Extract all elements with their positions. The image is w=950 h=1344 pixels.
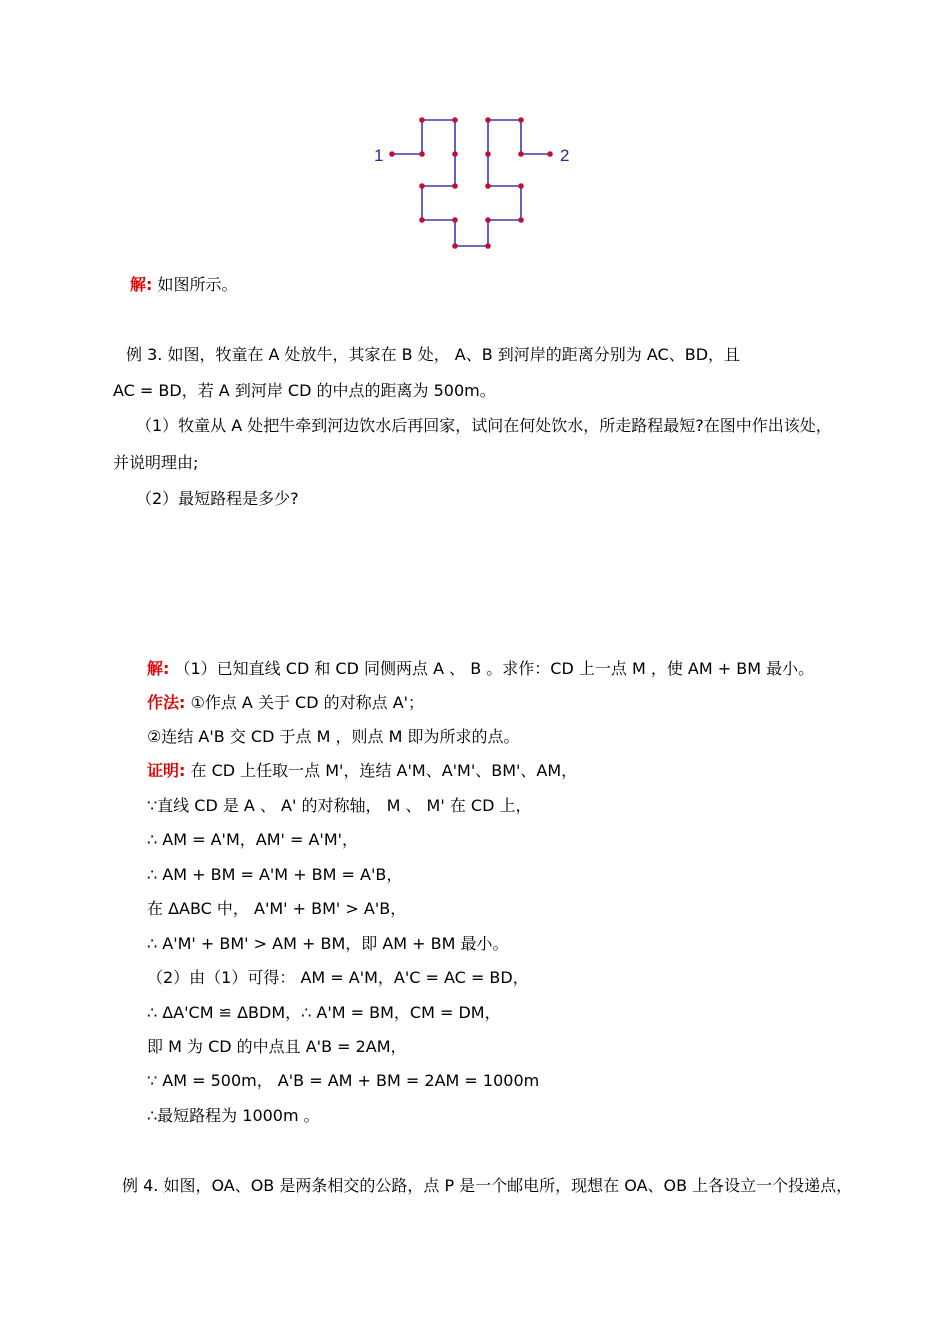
dot — [518, 217, 524, 223]
solution3-line14: ∴最短路程为 1000m 。 — [147, 1106, 320, 1125]
solution-1-line — [130, 274, 238, 296]
solution3-line1-text: （1）已知直线 CD 和 CD 同侧两点 A 、 B 。求作：CD 上一点 M ，使 AM + BM 最小。 — [174, 659, 815, 678]
dot — [419, 217, 425, 223]
solution-text: 如图所示。 — [157, 275, 238, 294]
dot — [547, 151, 553, 157]
solution3-line11: ∴ ΔA'CM ≌ ΔBDM，∴ A'M = BM，CM = DM， — [147, 1003, 501, 1022]
dot — [452, 117, 458, 123]
solution3-line10: （2）由（1）可得： AM = A'M，A'C = AC = BD， — [147, 968, 529, 987]
solution3-line2-text: ①作点 A 关于 CD 的对称点 A'； — [190, 693, 425, 712]
dot — [518, 117, 524, 123]
solution3-line12: 即 M 为 CD 的中点且 A'B = 2AM， — [147, 1037, 407, 1056]
dot — [452, 243, 458, 249]
solution3-zuofa-label: 作法: — [147, 693, 186, 712]
dot — [485, 117, 491, 123]
solution-label: 解: — [130, 275, 153, 294]
example3-question2: （2）最短路程是多少? — [136, 489, 299, 508]
dot — [452, 217, 458, 223]
solution3-line8: 在 ΔABC 中， A'M' + BM' > A'B， — [147, 899, 407, 918]
dot — [485, 243, 491, 249]
dot — [419, 183, 425, 189]
example3-intro-line2: AC = BD，若 A 到河岸 CD 的中点的距离为 500m。 — [113, 381, 496, 400]
figure-label-right: 2 — [560, 146, 570, 165]
solution3-line1 — [147, 658, 814, 680]
dot — [452, 183, 458, 189]
example3-question1-line2: 并说明理由; — [113, 453, 199, 472]
dot — [389, 151, 395, 157]
path-left-segment — [392, 120, 550, 246]
example3-intro-line1: 例 3. 如图，牧童在 A 处放牛，其家在 B 处， A、B 到河岸的距离分别为 AC、BD，且 — [126, 345, 741, 364]
dot — [485, 151, 491, 157]
dot — [518, 151, 524, 157]
solution3-jie-label: 解: — [147, 659, 170, 678]
figure-dots — [389, 117, 553, 249]
example3-question1-line1: （1）牧童从 A 处把牛牵到河边饮水后再回家，试问在何处饮水，所走路程最短?在图中作出该处， — [136, 416, 832, 435]
dot — [485, 217, 491, 223]
dot — [419, 151, 425, 157]
solution3-line4-text: 在 CD 上任取一点 M'，连结 A'M、A'M'、BM'、AM， — [190, 761, 578, 780]
dot — [518, 183, 524, 189]
solution3-line3: ②连结 A'B 交 CD 于点 M ，则点 M 即为所求的点。 — [147, 727, 520, 746]
solution3-line2 — [147, 692, 424, 714]
solution3-line9: ∴ A'M' + BM' > AM + BM，即 AM + BM 最小。 — [147, 934, 509, 953]
solution3-line4 — [147, 760, 577, 782]
solution3-line13: ∵ AM = 500m， A'B = AM + BM = 2AM = 1000m — [147, 1071, 540, 1090]
path-figure — [360, 108, 590, 258]
figure-label-left: 1 — [374, 146, 384, 165]
dot — [485, 183, 491, 189]
dot — [452, 151, 458, 157]
figure-lines — [392, 120, 550, 246]
solution3-line6: ∴ AM = A'M，AM' = A'M'， — [147, 830, 359, 849]
solution3-line7: ∴ AM + BM = A'M + BM = A'B， — [147, 865, 403, 884]
solution3-zhengming-label: 证明: — [147, 761, 186, 780]
dot — [419, 117, 425, 123]
example4-line1: 例 4. 如图，OA、OB 是两条相交的公路，点 P 是一个邮电所，现想在 OA、OB 上各设立一个投递点， — [122, 1176, 853, 1195]
solution3-line5: ∵直线 CD 是 A 、 A' 的对称轴， M 、 M' 在 CD 上， — [147, 796, 532, 815]
